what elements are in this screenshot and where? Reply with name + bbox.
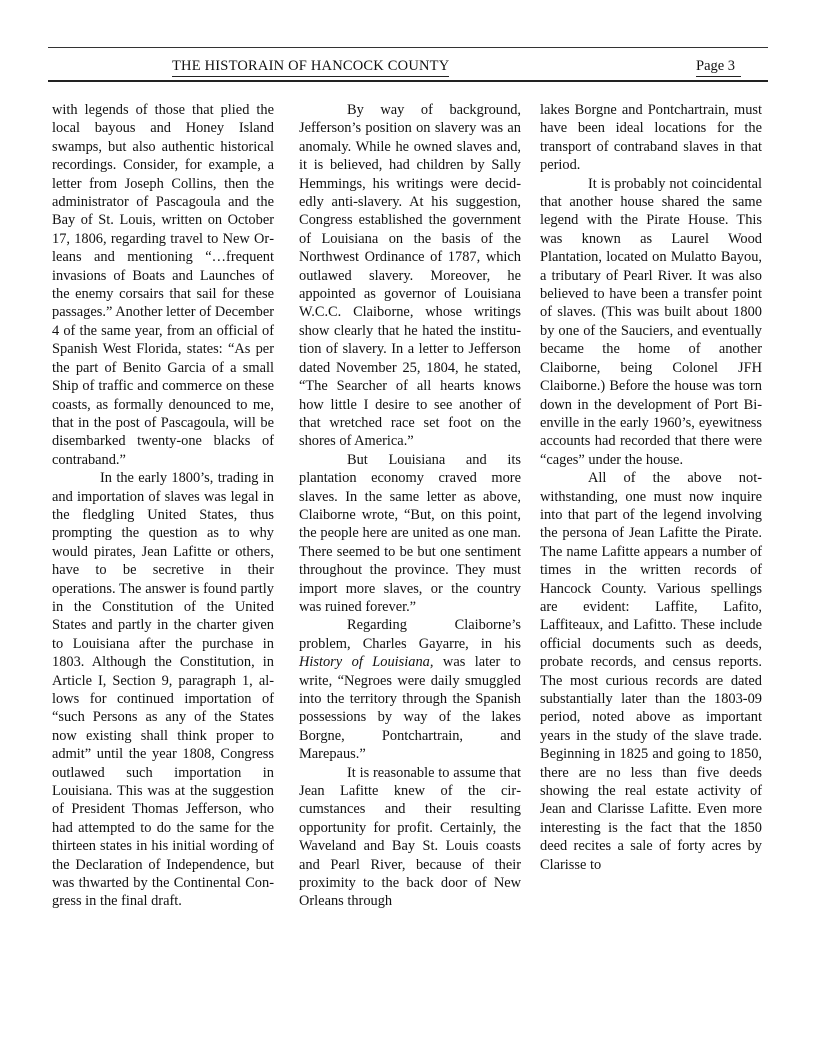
paragraph: It is reasonable to assume that Jean Lafitte knew of the circumstances and their resulting opportunity for profit. Certainly, the Waveland and Bay St. Louis coasts and Pearl River, because of their proximity to the back door of New Orleans through [299,764,521,910]
paragraph-text: was later to write, “Negroes were daily smuggled into the territory through the Spanish possessions by way of the lakes Borgne, Pontchartrain, and Marepaus.” [299,654,521,763]
article-column-2 [299,101,521,911]
paragraph: But Louisiana and its plantation economy craved more slaves. In the same letter as above, Claiborne wrote, “But, on this point, the people here are united as one man. There seemed to be but one sentiment throughout the province. They must import more slaves, or the country was ruined forever.” [299,451,521,615]
paragraph: By way of background, Jefferson’s position on slavery was an anomaly. While he owned slaves and, it is believed, had children by Sally Hemmings, his writings were decidedly anti-slavery. At his suggestion, Congress established the government of Louisiana on the basis of the Northwest Ordinance of 1787, which outlawed slavery. Moreover, he appointed as governor of Louisiana W.C.C. Claiborne, whose writings show clearly that he hated the institution of slavery. In a letter to Jefferson dated November 25, 1804, he stated, “The Searcher of all hearts knows how little I desire to see another of that wretched race set foot on the shores of America.” [299,102,521,450]
paragraph: It is probably not coincidental that another house shared the same legend with the Pirate House. This was known as Laurel Wood Plantation, located on Mulatto Bayou, a tributary of Pearl River. It was also believed to have been a transfer point of slaves. (This was built about 1800 by one of the Sauciers, and eventually became the home of another Claiborne, being Colonel JFH Claiborne.) Before the house was torn down in the development of Port Bienville in the early 1960’s, eyewitness accounts had recorded that there were “cages” under the house. [540,175,762,468]
paragraph: In the early 1800’s, trading in and importation of slaves was legal in the fledgling United States, thus prompting the question as to why would pirates, Jean Lafitte or others, have to be secretive in their operations. The answer is found partly in the Constitution of the United States and partly in the charter given to Louisiana after the purchase in 1803. Although the Constitution, in Article I, Section 9, paragraph 1, allows for continued importation of “such Persons as any of the States now existing shall think proper to admit” until the year 1808, Congress outlawed such importation in Louisiana. This was at the suggestion of President Thomas Jefferson, who had attempted to do the same for the thirteen states in his initial wording of the Declaration of Independence, but was thwarted by the Continental Congress in the final draft. [52,470,274,910]
article-column-1 [52,101,274,911]
newsletter-title: THE HISTORAIN OF HANCOCK COUNTY [172,58,449,77]
page-number: Page 3 [696,58,741,77]
paragraph-text: Regarding Claiborne’s problem, Charles Gayarre, in his [299,617,521,652]
paragraph: with legends of those that plied the local bayous and Honey Island swamps, but also authentic historical recordings. Consider, for example, a letter from Joseph Collins, then the administrator of Pascagoula and the Bay of St. Louis, written on October 17, 1806, regarding travel to New Orleans and mentioning “…frequent invasions of Boats and Launches of the enemy corsairs that sail for these passages.” Another letter of December 4 of the same year, from an official of Spanish West Florida, states: “As per the part of Benito Garcia of a small Ship of traffic and commerce on these coasts, as formally denounced to me, that in the post of Pascagoula, will be disembarked twenty-one blacks of contraband.” [52,102,274,468]
paragraph: All of the above notwithstanding, one must now inquire into that part of the legend involving the persona of Jean Lafitte the Pirate. The name Lafitte appears a number of times in the written records of Hancock County. Various spellings are evident: Laffite, Lafito, Laffiteaux, and Lafitto. These include official documents such as deeds, probate records, and census reports. The most curious records are dated substantially later than the 1803-09 period, noted above as important years in the study of the slave trade. Beginning in 1825 and going to 1850, there are no less than five deeds showing the real estate activity of Jean and Clarisse Lafitte. Even more interesting is the fact that the 1850 deed recites a sale of forty acres by Clarisse to [540,470,762,873]
paragraph [299,616,521,763]
header-bottom-rule [48,80,768,82]
header-top-rule [48,47,768,48]
book-title: History of Louisiana, [299,654,434,671]
paragraph: lakes Borgne and Pontchartrain, must have been ideal locations for the transport of contraband slaves in that period. [540,102,762,174]
article-column-3 [540,101,762,874]
